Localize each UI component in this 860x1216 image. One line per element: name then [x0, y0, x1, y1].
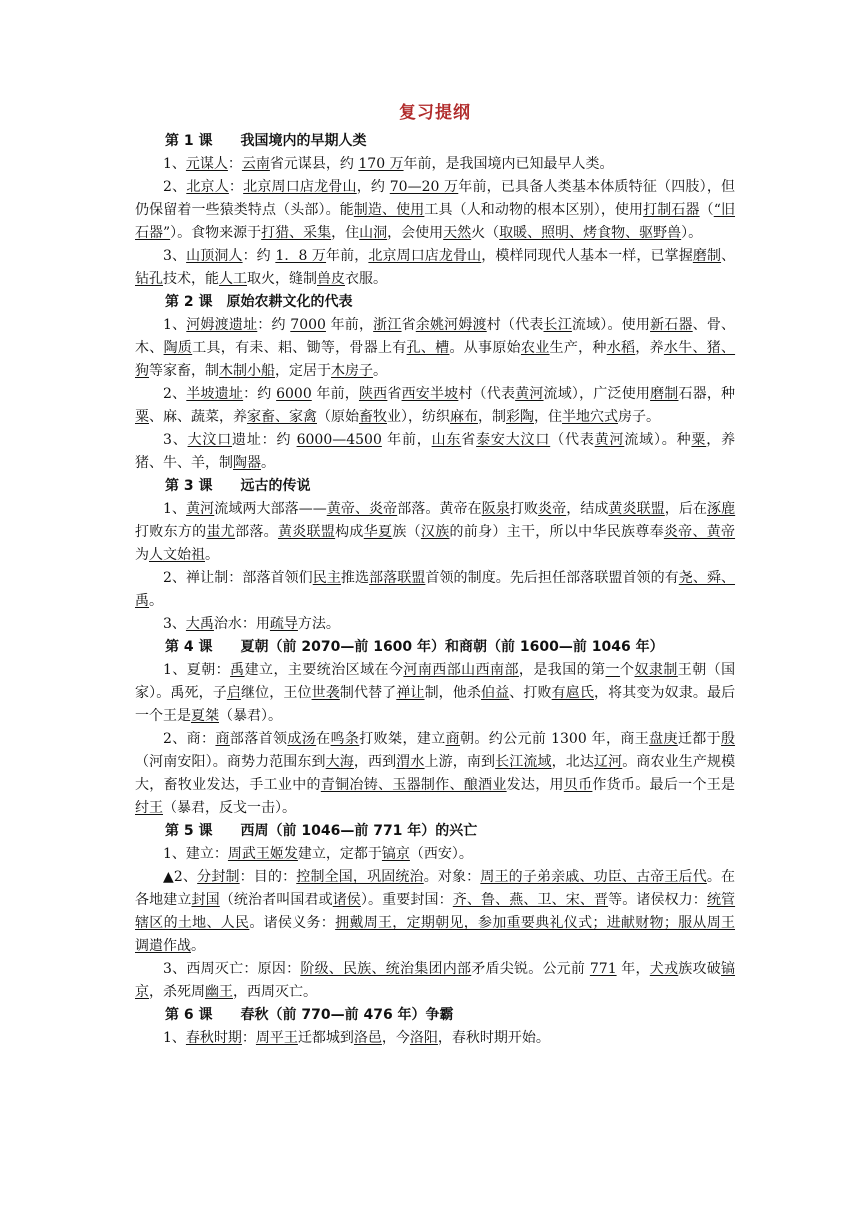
key-term: 黄河 — [594, 432, 625, 448]
text-segment: 等。诸侯权力： — [608, 892, 707, 908]
paragraph — [135, 498, 735, 567]
text-segment: ，养猪、牛、羊，制 — [135, 432, 736, 471]
text-segment: 为 — [135, 547, 149, 563]
key-term: 青铜冶铸、玉器制作、酿酒业 — [320, 777, 507, 793]
text-segment: 的前身）主干，所以中华民族尊奉 — [449, 524, 664, 540]
key-term: 洛阳 — [409, 1030, 438, 1046]
paragraph — [135, 245, 735, 291]
paragraph — [135, 567, 735, 613]
text-segment: ，西周灭亡。 — [233, 984, 317, 1000]
text-segment: （暴君）。 — [219, 708, 282, 724]
text-segment: 生产，种 — [549, 340, 607, 356]
text-segment: 、骨、木、 — [135, 317, 736, 356]
text-segment: 等家畜，制 — [149, 363, 219, 379]
key-term: 拥戴周王，定期朝见，参加重要典礼仪式；进献财物；服从周王调遣作战 — [135, 915, 736, 954]
key-term: 镐京 — [381, 846, 410, 862]
text-segment: 。 — [191, 938, 205, 954]
text-segment: 。对象： — [423, 869, 481, 885]
text-segment: 迁都于 — [677, 731, 722, 747]
text-segment: 族攻破 — [678, 961, 722, 977]
text-segment: 打败东方的 — [135, 524, 207, 540]
key-term: 兽皮 — [317, 271, 345, 287]
text-segment: 3、西周灭亡：原因： — [163, 961, 301, 977]
key-term: 疏导 — [269, 616, 298, 632]
paragraph — [135, 153, 735, 176]
key-term: 民主 — [312, 570, 341, 586]
text-segment: 王朝（国家）。禹死，子 — [135, 662, 736, 701]
paragraph — [135, 1027, 735, 1050]
key-term: 新石器 — [650, 317, 693, 333]
key-term: 黄河 — [515, 386, 544, 402]
text-segment: 制，他杀 — [424, 685, 482, 701]
key-term: 黄炎联盟 — [608, 501, 665, 517]
lesson-heading: 第 5 课 西周（前 1046—前 771 年）的兴亡 — [165, 823, 478, 839]
key-term: 云南 — [241, 156, 270, 172]
key-term: 幽王 — [205, 984, 233, 1000]
key-term: 制造、使用 — [353, 202, 425, 218]
key-term: 木制小船 — [219, 363, 275, 379]
text-segment: 。 — [261, 455, 275, 471]
key-term: 畜牧 — [359, 409, 387, 425]
key-term: 钻孔 — [135, 271, 163, 287]
text-segment: ）。 — [681, 225, 703, 241]
paragraph — [135, 383, 735, 429]
key-term: 北京人 — [186, 179, 229, 195]
key-term: 取暖、照明、烤食物、驱野兽 — [499, 225, 682, 241]
text-segment: 业），纺织 — [387, 409, 450, 425]
text-segment: 省 — [387, 386, 402, 402]
paragraph — [135, 958, 735, 1004]
key-term: 陶质 — [163, 340, 193, 356]
text-segment: 1、建立： — [163, 846, 228, 862]
text-segment: 取火，缝制 — [247, 271, 317, 287]
key-term: 鸣条 — [330, 731, 360, 747]
text-segment: ：目的： — [239, 869, 297, 885]
text-segment: 朝。约公元前 1300 年，商王 — [459, 731, 650, 747]
text-segment: 流域）。使用 — [571, 317, 651, 333]
text-segment: ，定居于 — [275, 363, 331, 379]
key-term: 商 — [445, 731, 460, 747]
paragraph — [135, 613, 735, 636]
text-segment: ： — [227, 156, 242, 172]
key-term: 水牛、猪、狗 — [135, 340, 736, 379]
text-segment: 方法。 — [297, 616, 340, 632]
paragraph — [135, 728, 735, 820]
text-segment: 年前，是我国境内已知最早人类。 — [403, 156, 614, 172]
text-segment: 2、商： — [163, 731, 216, 747]
text-segment: （代表 — [550, 432, 595, 448]
text-segment: 。诸侯义务： — [249, 915, 336, 931]
lesson-heading: 第 2 课 原始农耕文化的代表 — [165, 294, 353, 310]
text-segment: ，约 — [356, 179, 390, 195]
paragraph — [135, 659, 735, 728]
document-body — [135, 130, 735, 1050]
text-segment: 流域两大部落—— — [214, 501, 327, 517]
key-term: 粟 — [691, 432, 707, 448]
key-term: 771 — [589, 961, 617, 977]
text-segment: 石器，种 — [678, 386, 736, 402]
text-segment: 继位，王位 — [240, 685, 312, 701]
key-term: 渭水 — [396, 754, 425, 770]
text-segment: 治水：用 — [213, 616, 270, 632]
text-segment: （西安）。 — [409, 846, 473, 862]
text-segment: 1、 — [163, 317, 187, 333]
text-segment: 村（代表 — [486, 317, 544, 333]
text-segment: ，住 — [331, 225, 360, 241]
key-term: 孔、槽 — [406, 340, 450, 356]
key-term: 炎帝 — [538, 501, 567, 517]
text-segment: ，是我国的第 — [518, 662, 606, 678]
key-term: 有扈氏 — [551, 685, 595, 701]
text-segment: 村（代表 — [458, 386, 516, 402]
text-segment: 2、 — [163, 386, 187, 402]
key-term: 大汶口 — [187, 432, 233, 448]
text-segment: ）。食物来源于 — [170, 225, 262, 241]
text-segment: 遗址：约 — [232, 432, 297, 448]
text-segment: 。 — [149, 593, 163, 609]
text-segment: 建立，主要统治区域在今 — [244, 662, 404, 678]
text-segment: （河南安阳）。商势力范围东到 — [135, 754, 326, 770]
document-title: 复习提纲 — [399, 103, 471, 123]
key-term: 70—20 万 — [389, 179, 459, 195]
text-segment: ： — [228, 179, 244, 195]
key-term: 6000 — [276, 386, 312, 402]
text-segment: 打败桀，建立 — [359, 731, 446, 747]
paragraph — [135, 429, 735, 475]
text-segment: 推选 — [340, 570, 370, 586]
text-segment: 制代替了 — [339, 685, 397, 701]
text-segment: 部落首领 — [229, 731, 288, 747]
paragraph — [135, 176, 735, 245]
key-term: 黄炎联盟 — [277, 524, 336, 540]
text-segment: 。 — [205, 547, 219, 563]
key-term: 大海 — [325, 754, 354, 770]
text-segment: 在 — [316, 731, 331, 747]
text-segment: 建立，定都于 — [297, 846, 382, 862]
text-segment: 、 — [721, 248, 736, 264]
key-term: 辽河 — [593, 754, 623, 770]
text-segment: 衣服。 — [345, 271, 387, 287]
text-segment: 3、 — [163, 248, 187, 264]
key-term: 洛邑 — [353, 1030, 382, 1046]
text-segment: ，春秋时期开始。 — [437, 1030, 550, 1046]
text-segment: ，今 — [381, 1030, 410, 1046]
text-segment: ，将其变为奴隶。最后一个王是 — [135, 685, 736, 724]
text-segment: 个 — [620, 662, 635, 678]
paragraph — [135, 843, 735, 866]
text-segment: ）。重要封国： — [360, 892, 453, 908]
text-segment: ，养 — [635, 340, 664, 356]
key-term: 伯益 — [481, 685, 510, 701]
text-segment: 、打败 — [509, 685, 552, 701]
key-term: 夏桀 — [191, 708, 219, 724]
key-term: 彩陶 — [506, 409, 534, 425]
text-segment: ：约 — [243, 386, 277, 402]
key-term: 成汤 — [287, 731, 317, 747]
key-term: 禅让 — [396, 685, 425, 701]
key-term: 齐、鲁、燕、卫、宋、晋 — [452, 892, 609, 908]
lesson-heading: 第 4 课 夏朝（前 2070—前 1600 年）和商朝（前 1600—前 1046 年） — [165, 639, 664, 655]
key-term: 山东 — [431, 432, 462, 448]
text-segment: 打败 — [509, 501, 539, 517]
text-segment: 。从事原始 — [449, 340, 521, 356]
key-term: 农业 — [520, 340, 550, 356]
key-term: 家畜、家禽 — [247, 409, 317, 425]
text-segment: 。在各地建立 — [135, 869, 736, 908]
text-segment: 流域）。种 — [624, 432, 692, 448]
key-term: 木房子 — [331, 363, 373, 379]
key-term: 长江 — [543, 317, 572, 333]
key-term: 部落联盟 — [369, 570, 426, 586]
text-segment: 1、 — [163, 156, 186, 172]
key-term: 黄帝、炎帝 — [326, 501, 398, 517]
key-term: 麻布 — [450, 409, 478, 425]
key-term: 周武王姬发 — [227, 846, 298, 862]
key-term: 西安半坡 — [401, 386, 459, 402]
text-segment: 族（ — [392, 524, 421, 540]
key-term: 炎帝、黄帝 — [663, 524, 736, 540]
key-term: 贝币 — [563, 777, 593, 793]
text-segment: （ — [699, 202, 714, 218]
key-term: 阶级、民族、统治集团内部 — [300, 961, 472, 977]
text-segment: 省 — [461, 432, 477, 448]
text-segment: ，会使用 — [387, 225, 444, 241]
key-term: 禹 — [230, 662, 245, 678]
text-segment: 省元谋县，约 — [269, 156, 359, 172]
key-term: 北京周口店龙骨山 — [243, 179, 357, 195]
text-segment: ： — [241, 1030, 256, 1046]
text-segment: ，杀死周 — [149, 984, 205, 1000]
text-segment: 迁都城到 — [297, 1030, 354, 1046]
key-term: 世袭 — [311, 685, 340, 701]
text-segment: ，结成 — [566, 501, 609, 517]
text-segment: 年前， — [325, 317, 374, 333]
key-term: 黄河 — [186, 501, 215, 517]
key-term: 天然 — [443, 225, 472, 241]
key-term: 阪泉 — [481, 501, 510, 517]
key-term: 控制全国，巩固统治 — [296, 869, 424, 885]
text-segment: 。 — [373, 363, 387, 379]
key-term: 河南西部山西南部 — [403, 662, 519, 678]
key-term: 殷 — [721, 731, 736, 747]
text-segment: 3、 — [163, 432, 188, 448]
text-segment: ▲2、 — [163, 869, 198, 885]
text-segment: 1、 — [163, 1030, 186, 1046]
key-term: 打制石器 — [643, 202, 700, 218]
text-segment: 年前， — [326, 248, 369, 264]
text-segment: ：约 — [242, 248, 276, 264]
key-term: 涿鹿 — [707, 501, 736, 517]
key-term: 磨制 — [650, 386, 679, 402]
lesson-heading: 第 3 课 远古的传说 — [165, 478, 311, 494]
key-term: 统管辖区的土地、人民 — [135, 892, 736, 931]
text-segment: 1、 — [163, 501, 187, 517]
text-segment: 作货币。最后一个王是 — [592, 777, 736, 793]
lesson-heading: 第 6 课 春秋（前 770—前 476 年）争霸 — [165, 1007, 454, 1023]
key-term: 7000 — [290, 317, 326, 333]
text-segment: （暴君，反戈一击）。 — [163, 800, 296, 816]
text-segment: ，后在 — [664, 501, 708, 517]
key-term: 蚩尤 — [206, 524, 236, 540]
key-term: 大禹 — [185, 616, 214, 632]
key-term: 170 万 — [358, 156, 404, 172]
key-term: 6000—4500 — [296, 432, 382, 448]
key-term: 半地穴式 — [562, 409, 618, 425]
key-term: 一 — [605, 662, 620, 678]
key-term: 尧、舜、禹 — [135, 570, 736, 609]
text-segment: 1、夏朝： — [163, 662, 231, 678]
paragraph — [135, 866, 735, 958]
text-segment: 上游，南到 — [424, 754, 496, 770]
key-term: 诸侯 — [332, 892, 361, 908]
key-term: 盘庚 — [649, 731, 678, 747]
text-segment: 年， — [616, 961, 650, 977]
key-term: 陶器 — [233, 455, 261, 471]
text-segment: 首领的制度。先后担任部落联盟首领的有 — [425, 570, 679, 586]
document-page — [135, 100, 735, 1050]
text-segment: 部落。 — [235, 524, 278, 540]
key-term: 人文始祖 — [149, 547, 205, 563]
text-segment: ，北达 — [551, 754, 594, 770]
key-term: 余姚河姆渡 — [415, 317, 487, 333]
text-segment: 构成 — [335, 524, 364, 540]
text-segment: 部落。黄帝在 — [397, 501, 482, 517]
key-term: 1．8 万 — [275, 248, 327, 264]
key-term: 水稻 — [606, 340, 636, 356]
text-segment: 2、 — [163, 179, 187, 195]
key-term: 启 — [226, 685, 241, 701]
key-term: 纣王 — [135, 800, 163, 816]
lesson-heading: 第 1 课 我国境内的早期人类 — [165, 133, 367, 149]
text-segment: 技术，能 — [163, 271, 219, 287]
key-term: 封国 — [191, 892, 220, 908]
text-segment: 、麻、蔬菜，养 — [149, 409, 247, 425]
text-segment: 工具，有耒、耜、锄等，骨器上有 — [192, 340, 407, 356]
key-term: 山洞 — [359, 225, 388, 241]
text-segment: 房子。 — [618, 409, 660, 425]
key-term: 磨制 — [692, 248, 722, 264]
key-term: 浙江 — [373, 317, 402, 333]
key-term: 周王的子弟亲戚、功臣、古帝王后代 — [480, 869, 707, 885]
key-term: 华夏 — [363, 524, 393, 540]
key-term: 春秋时期 — [185, 1030, 242, 1046]
text-segment: 3、 — [163, 616, 186, 632]
key-term: 人工 — [219, 271, 247, 287]
key-term: 元谋人 — [185, 156, 228, 172]
key-term: 分封制 — [197, 869, 240, 885]
key-term: 犬戎 — [649, 961, 679, 977]
key-term: 镐京 — [135, 961, 736, 1000]
text-segment: 发达，用 — [506, 777, 564, 793]
text-segment: 省 — [401, 317, 416, 333]
key-term: 商 — [215, 731, 230, 747]
text-segment: 年前， — [311, 386, 359, 402]
key-term: 周平王 — [255, 1030, 298, 1046]
text-segment: （原始 — [317, 409, 359, 425]
text-segment: （统治者叫国君或 — [219, 892, 333, 908]
text-segment: 火（ — [471, 225, 500, 241]
key-term: 半坡遗址 — [186, 386, 244, 402]
key-term: 北京周口店龙骨山 — [368, 248, 482, 264]
text-segment: 。商农业生产规模大，畜牧业发达，手工业中的 — [135, 754, 736, 793]
key-term: “旧石器” — [135, 202, 736, 241]
text-segment: ：约 — [257, 317, 291, 333]
text-segment: ，模样同现代人基本一样，已掌握 — [481, 248, 693, 264]
key-term: 泰安大汶口 — [476, 432, 551, 448]
text-segment: ，制 — [478, 409, 506, 425]
text-segment: ，住 — [534, 409, 562, 425]
key-term: 奴隶制 — [634, 662, 678, 678]
key-term: 汉族 — [420, 524, 450, 540]
text-segment: 年前，已具备人类基本体质特征（四肢），但仍保留着一些猿类特点（头部）。能 — [135, 179, 736, 218]
text-segment: 年前， — [381, 432, 432, 448]
text-segment: 流域），广泛使用 — [543, 386, 651, 402]
key-term: 长江流域 — [495, 754, 552, 770]
key-term: 粟 — [135, 409, 149, 425]
key-term: 打猎、采集 — [261, 225, 332, 241]
key-term: 河姆渡遗址 — [186, 317, 258, 333]
key-term: 山顶洞人 — [186, 248, 243, 264]
key-term: 陕西 — [358, 386, 388, 402]
text-segment: 矛盾尖锐。公元前 — [471, 961, 590, 977]
paragraph — [135, 314, 735, 383]
text-segment: ，西到 — [353, 754, 397, 770]
text-segment: 工具（人和动物的根本区别），使用 — [424, 202, 644, 218]
text-segment: 2、禅让制：部落首领们 — [163, 570, 313, 586]
